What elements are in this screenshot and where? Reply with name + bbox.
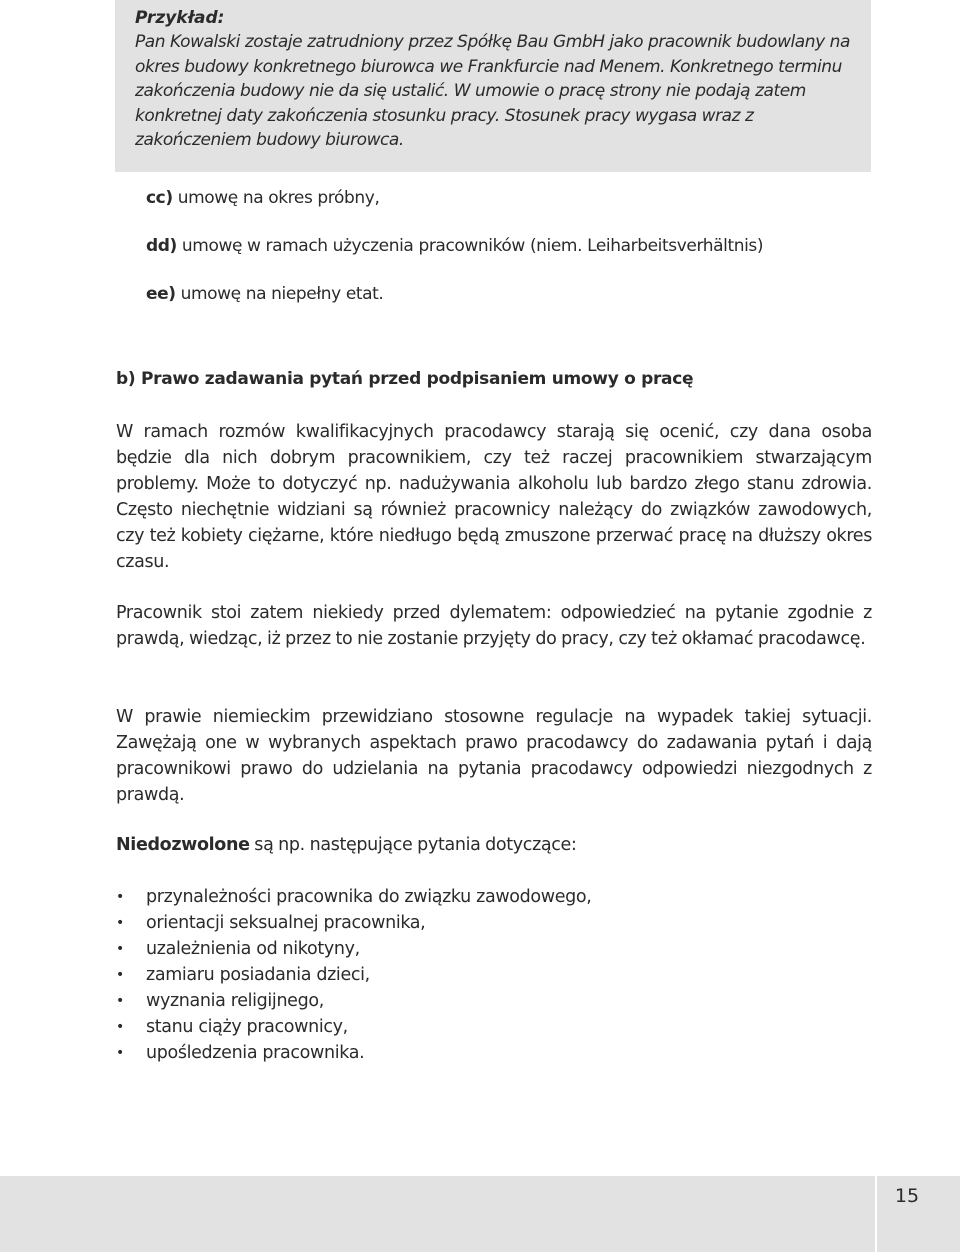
example-box — [115, 0, 871, 172]
example-text: Pan Kowalski zostaje zatrudniony przez Spółkę Bau GmbH jako pracownik budowlany na okres budowy konkretnego biurowca we Frankfurcie nad Menem. Konkretnego terminu zakończenia budowy nie da się ustalić. W umowie o pracę strony nie podają zatem konkretnej daty zakończenia stosunku pracy. Stosunek pracy wygasa wraz z zakończeniem budowy biurowca. — [135, 32, 850, 150]
list-item — [116, 884, 591, 910]
paragraph-dilemma: Pracownik stoi zatem niekiedy przed dylematem: odpowiedzieć na pytanie zgodnie z prawdą, wiedząc, iż przez to nie zostanie przyjęty do pracy, czy też okłamać pracodawcę. — [116, 603, 872, 649]
list-item — [146, 186, 866, 210]
list-item-text: umowę w ramach użyczenia pracowników (niem. Leiharbeitsverhältnis) — [176, 236, 764, 256]
bullet-icon: • — [116, 993, 124, 1009]
list-marker: cc) — [146, 188, 173, 208]
forbidden-label: Niedozwolone — [116, 835, 250, 855]
bullet-icon: • — [116, 915, 124, 931]
list-item — [116, 1014, 591, 1040]
list-item — [116, 936, 591, 962]
section-heading: b) Prawo zadawania pytań przed podpisaniem umowy o pracę — [116, 369, 694, 389]
list-item-text: przynależności pracownika do związku zawodowego, — [146, 887, 592, 907]
footer-bar — [0, 1176, 875, 1252]
list-item — [146, 234, 866, 258]
bullet-icon: • — [116, 967, 124, 983]
forbidden-questions-list — [116, 884, 591, 1066]
list-item — [146, 282, 866, 306]
list-marker: dd) — [146, 236, 177, 256]
paragraph-german-law: W prawie niemieckim przewidziano stosowne regulacje na wypadek takiej sytuacji. Zawężają one w wybranych aspektach prawo pracodawcy do zadawania pytań i dają pracownikowi prawo do udzielania na pytania pracodawcy odpowiedzi niezgodnych z prawdą. — [116, 707, 872, 805]
bullet-icon: • — [116, 941, 124, 957]
list-item-text: umowę na okres próbny, — [172, 188, 380, 208]
contract-types-list — [146, 186, 866, 330]
list-marker: ee) — [146, 284, 176, 304]
bullet-icon: • — [116, 1045, 124, 1061]
forbidden-intro-text: są np. następujące pytania dotyczące: — [249, 835, 577, 855]
bullet-icon: • — [116, 889, 124, 905]
footer-page-box — [877, 1176, 960, 1252]
list-item — [116, 962, 591, 988]
list-item — [116, 988, 591, 1014]
list-item-text: stanu ciąży pracownicy, — [146, 1017, 348, 1037]
list-item-text: wyznania religijnego, — [146, 991, 324, 1011]
paragraph-interviews: W ramach rozmów kwalifikacyjnych pracodawcy starają się ocenić, czy dana osoba będzie dla nich dobrym pracownikiem, czy też raczej pracownikiem stwarzającym problemy. Może to dotyczyć np. nadużywania alkoholu lub bardzo złego stanu zdrowia. Często niechętnie widziani są również pracownicy należący do związków zawodowych, czy też kobiety ciężarne, które niedługo będą zmuszone przerwać pracę na dłuższy okres czasu. — [116, 422, 872, 572]
list-item — [116, 1040, 591, 1066]
list-item-text: zamiaru posiadania dzieci, — [146, 965, 370, 985]
list-item-text: upośledzenia pracownika. — [146, 1043, 365, 1063]
paragraph-forbidden-intro — [116, 832, 872, 858]
page-number: 15 — [894, 1185, 920, 1207]
list-item-text: orientacji seksualnej pracownika, — [146, 913, 426, 933]
bullet-icon: • — [116, 1019, 124, 1035]
list-item-text: umowę na niepełny etat. — [175, 284, 384, 304]
list-item — [116, 910, 591, 936]
list-item-text: uzależnienia od nikotyny, — [146, 939, 360, 959]
example-title: Przykład: — [135, 8, 225, 28]
